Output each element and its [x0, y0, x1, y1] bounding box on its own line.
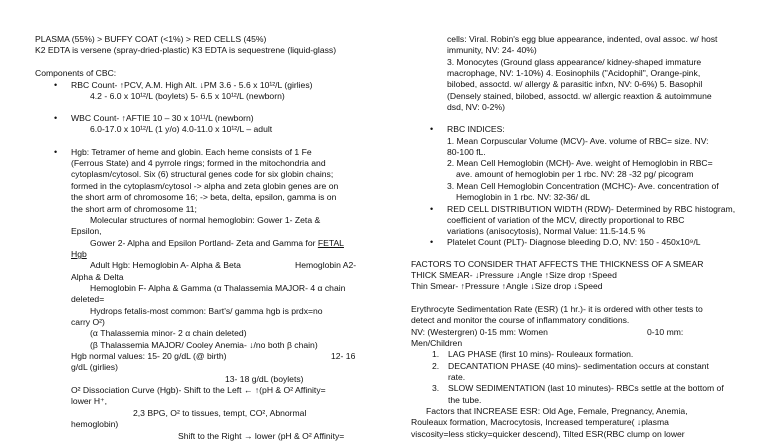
rbc-indices-line: 3. Mean Cell Hemoglobin Concentration (MCHC)- Ave. concentration of — [447, 181, 719, 191]
esr-line: Men/Children — [411, 338, 463, 348]
phase-number: 3. — [432, 383, 440, 393]
hgb-line: formed in the cytoplasm/cytosol -> alpha and zeta globin genes are on — [71, 181, 339, 191]
hgb-line: hemoglobin) — [71, 419, 119, 429]
hgb-line: 12- 16 — [331, 351, 356, 361]
hgb-line: deleted= — [71, 294, 105, 304]
esr-line: detect and monitor the course of inflammatory conditions. — [411, 315, 630, 325]
esr-line: NV: (Westergren) 0-15 mm: Women — [411, 327, 548, 337]
bullet-icon: • — [54, 80, 58, 90]
rbc-count-line: RBC Count- ↑PCV, A.M. High Alt. ↓PM 3.6 - 5.6 x 10¹²/L (girlies) — [71, 80, 313, 90]
bullet-icon: • — [430, 237, 434, 247]
rbc-indices-line: 2. Mean Cell Hemoglobin (MCH)- Ave. weight of Hemoglobin in RBC= — [447, 158, 713, 168]
rbc-count-line-2: 4.2 - 6.0 x 10¹²/L (boylets) 5- 6.5 x 10¹²/L (newborn) — [90, 91, 285, 101]
hgb-line: O² Dissociation Curve (Hgb)- Shift to the Left ← ↑(pH & O² Affinity= — [71, 385, 326, 395]
components-title: Components of CBC: — [35, 68, 117, 78]
esr-factors-line: Factors that INCREASE ESR: Old Age, Female, Pregnancy, Anemia, — [426, 406, 688, 416]
edta-line: K2 EDTA is versene (spray-dried-plastic) K3 EDTA is sequestrene (liquid-glass) — [35, 45, 337, 55]
hgb-line — [71, 249, 87, 260]
hgb-line: Molecular structures of normal hemoglobin: Gower 1- Zeta & — [90, 215, 321, 225]
fetal-underlined: FETAL — [317, 238, 344, 248]
hgb-line: 13- 18 g/dL (boylets) — [225, 374, 304, 384]
phase-number: 2. — [432, 361, 440, 371]
hgb-line: (α Thalassemia minor- 2 α chain deleted) — [90, 328, 247, 338]
rdw-line: variations (anisocytosis), Normal Value: 11.5-14.5 % — [447, 226, 646, 236]
rbc-indices-line: ave. amount of hemoglobin per 1 rbc. NV: 28 -32 pg/ picogram — [456, 169, 694, 179]
bullet-icon: • — [430, 204, 434, 214]
hgb-line: Hemoglobin F- Alpha & Gamma (α Thalassemia MAJOR- 4 α chain — [90, 283, 346, 293]
esr-factors-line: viscosity=less sticky=quicker descend), Tilted ESR(RBC clump on lower — [411, 429, 685, 439]
wbc-differential-line: macrophage, NV: 1-10%) 4. Eosinophils ("Acidophil", Orange-pink, — [447, 68, 701, 78]
wbc-differential-line: dsd, NV: 0-2%) — [447, 102, 505, 112]
rbc-indices-line: Hemoglobin in 1 rbc. NV: 32-36/ dL — [456, 192, 590, 202]
phase-line: SLOW SEDIMENTATION (last 10 minutes)- RBCs settle at the bottom of — [448, 383, 724, 393]
esr-line: Erythrocyte Sedimentation Rate (ESR) (1 hr.)- it is ordered with other tests to — [411, 304, 703, 314]
hgb-line: the short arm of chromosome 11; — [71, 204, 197, 214]
rbc-indices-title: RBC INDICES: — [447, 124, 505, 134]
thin-smear-line: Thin Smear- ↑Pressure ↑Angle ↓Size drop ↓Speed — [411, 281, 603, 291]
wbc-count-line-2: 6.0-17.0 x 10¹²/L (1 y/o) 4.0-11.0 x 10¹²/L – adult — [90, 124, 273, 134]
esr-line: 0-10 mm: — [647, 327, 684, 337]
hgb-line: Shift to the Right → lower (pH & O² Affinity= — [178, 431, 345, 441]
phase-line: DECANTATION PHASE (40 mins)- sedimentation occurs at constant — [448, 361, 709, 371]
hgb-line: the short arm of chromosome 16; -> beta, delta, epsilon, gamma is on — [71, 192, 337, 202]
esr-factors-line: Rouleaux formation, Macrocytosis, Increased temperature( ↓plasma — [411, 417, 669, 427]
hgb-line: Alpha & Delta — [71, 272, 124, 282]
hgb-underlined: Hgb — [71, 249, 87, 259]
hgb-line: Hemoglobin A2- — [295, 260, 357, 270]
rdw-line: coefficient of variation of the MCV, directly proportional to RBC — [447, 215, 685, 225]
hgb-line: Hgb normal values: 15- 20 g/dL (@ birth) — [71, 351, 227, 361]
wbc-differential-line: (Densely stained, bilobed, assoctd. w/ allergic reaxtion & autoimmune — [447, 91, 712, 101]
phase-line: LAG PHASE (first 10 mins)- Rouleaux formation. — [448, 349, 634, 359]
thick-smear-line: THICK SMEAR- ↓Pressure ↓Angle ↑Size drop ↑Speed — [411, 270, 617, 280]
hgb-line: cytoplasm/cytosol. Six (6) structural genes code for six globin chains; — [71, 169, 334, 179]
wbc-differential-line: cells: Viral. Robin's egg blue appearance, indented, oval assoc. w/ host — [447, 34, 718, 44]
bullet-icon: • — [54, 113, 58, 123]
rbc-indices-line: 80-100 fL. — [447, 147, 486, 157]
bullet-icon: • — [430, 124, 434, 134]
rdw-line: RED CELL DISTRIBUTION WIDTH (RDW)- Determined by RBC histogram, — [447, 204, 736, 214]
hgb-line: g/dL (girlies) — [71, 362, 118, 372]
rbc-indices-line: 1. Mean Corpuscular Volume (MCV)- Ave. volume of RBC= size. NV: — [447, 136, 709, 146]
hgb-line: Hgb: Tetramer of heme and globin. Each heme consists of 1 Fe — [71, 147, 312, 157]
bullet-icon: • — [54, 147, 58, 157]
phase-line: rate. — [448, 372, 466, 382]
hgb-line: Hydrops fetalis-most common: Bart's/ gamma hgb is prdx=no — [90, 306, 323, 316]
hgb-line: Epsilon, — [71, 226, 102, 236]
hgb-line: carry O²) — [71, 317, 105, 327]
hgb-line: (Ferrous State) and 4 pyrrole rings; formed in the mitochondria and — [71, 158, 326, 168]
wbc-differential-line: immunity, NV: 24- 40%) — [447, 45, 537, 55]
plasma-layers-line: PLASMA (55%) > BUFFY COAT (<1%) > RED CELLS (45%) — [35, 34, 267, 44]
wbc-differential-line: bilobed, assoctd. w/ allergy & parasitic infxn, NV: 0-6%) 5. Basophil — [447, 79, 703, 89]
platelet-line: Platelet Count (PLT)- Diagnose bleeding D.O, NV: 150 - 450x10⁹/L — [447, 237, 701, 247]
wbc-count-line: WBC Count- ↑AFTIE 10 – 30 x 10¹¹/L (newborn) — [71, 113, 254, 123]
hgb-line: (β Thalassemia MAJOR/ Cooley Anemia- ↓/no both β chain) — [90, 340, 318, 350]
hgb-line: lower H⁺, — [71, 396, 108, 406]
wbc-differential-line: 3. Monocytes (Ground glass appearance/ kidney-shaped immature — [447, 57, 702, 67]
smear-factors-title: FACTORS TO CONSIDER THAT AFFECTS THE THICKNESS OF A SMEAR — [411, 259, 704, 269]
phase-line: the tube. — [448, 395, 482, 405]
hgb-line: Adult Hgb: Hemoglobin A- Alpha & Beta — [90, 260, 241, 270]
hgb-line: 2,3 BPG, O² to tissues, tempt, CO², Abnormal — [133, 408, 307, 418]
hgb-line — [90, 238, 344, 249]
hgb-text: Gower 2- Alpha and Epsilon Portland- Zeta and Gamma for — [90, 238, 316, 248]
phase-number: 1. — [432, 349, 440, 359]
